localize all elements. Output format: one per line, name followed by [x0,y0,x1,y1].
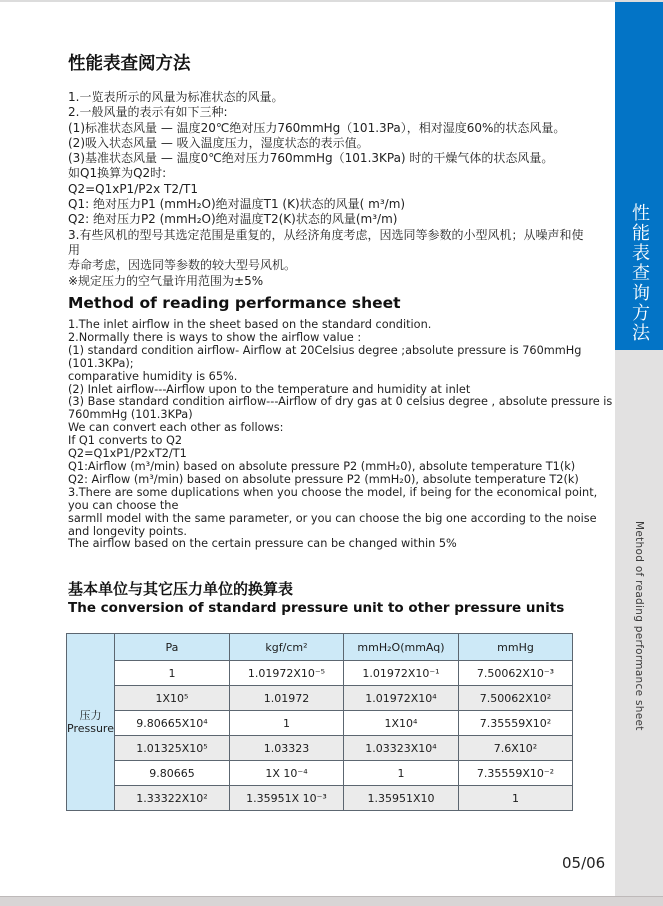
table-cell: 1 [343,761,458,786]
table-cell: 1X 10⁻⁴ [229,761,343,786]
cn-line: 2.一般风量的表示有如下三种: [68,105,228,120]
table-row [67,786,573,811]
en-line: 2.Normally there is ways to show the airflow value : [68,330,362,344]
table-cell: 7.50062X10² [458,686,572,711]
row-label-cn: 压力 [79,709,102,722]
conversion-title-cn: 基本单位与其它压力单位的换算表 [68,580,294,598]
table-row [67,686,573,711]
table-cell: 1.35951X10 [343,786,458,811]
en-line: Q2: Airflow (m³/min) based on absolute pressure P2 (mmH₂0), absolute temperature T2(k) [68,472,579,486]
table-cell: 1.01972X10⁻⁵ [229,661,343,686]
en-section-body [68,319,613,551]
side-index-strip [615,0,663,906]
pressure-conversion-table [66,633,573,811]
table-row [67,736,573,761]
table-cell: 7.35559X10² [458,711,572,736]
cn-line: Q2: 绝对压力P2 (mmH₂O)绝对温度T2(K)状态的风量(m³/m) [68,212,398,227]
en-line: sarmll model with the same parameter, or you can choose the big one according to the noise and longevity points. [68,511,597,538]
en-line: If Q1 converts to Q2 [68,434,183,448]
table-cell: 1.01325X10⁵ [114,736,229,761]
table-cell: 1 [229,711,343,736]
en-section-title: Method of reading performance sheet [68,294,401,312]
cn-section-body [68,90,593,289]
en-line: 3.There are some duplications when you choose the model, if being for the economical point, you can choose the [68,485,598,512]
row-label-en: Pressure [67,722,114,735]
cn-line: (3)基准状态风量 — 温度0℃绝对压力760mmHg（101.3KPa) 时的干燥气体的状态风量。 [68,151,554,166]
en-line: (3) Base standard condition airflow---Airflow of dry gas at 0 celsius degree , absolute pressure is 760mmHg (101.3KPa) [68,395,613,422]
table-cell: 1 [114,661,229,686]
table-row [67,761,573,786]
table-cell: 7.35559X10⁻² [458,761,572,786]
page-bottom-border [0,896,663,906]
column-header-mmhg: mmHg [458,634,572,661]
table-cell: 1.01972X10⁻¹ [343,661,458,686]
table-cell: 1.03323X10⁴ [343,736,458,761]
table-cell: 7.50062X10⁻³ [458,661,572,686]
cn-line: 3.有些风机的型号其选定范围是重复的，从经济角度考虑，因选同等参数的小型风机；从噪声和使用 [68,227,584,257]
column-header-mmh2o: mmH₂O(mmAq) [343,634,458,661]
en-line: We can convert each other as follows: [68,421,284,435]
row-label-pressure [67,634,115,811]
cn-line: ※规定压力的空气量许用范围为±5% [68,273,264,288]
en-line: The airflow based on the certain pressure can be changed within 5% [68,537,457,551]
table-cell: 1.33322X10² [114,786,229,811]
table-cell: 1.03323 [229,736,343,761]
column-header-pa: Pa [114,634,229,661]
cn-line: 1.一览表所示的风量为标准状态的风量。 [68,90,284,104]
table-cell: 1X10⁴ [343,711,458,736]
page-number: 05/06 [562,854,606,872]
table-cell: 1.01972X10⁴ [343,686,458,711]
table-cell: 9.80665X10⁴ [114,711,229,736]
cn-line: 如Q1换算为Q2时: [68,166,167,181]
column-header-kgfcm2: kgf/cm² [229,634,343,661]
en-line: comparative humidity is 65%. [68,369,238,383]
conversion-title-en: The conversion of standard pressure unit to other pressure units [68,600,565,616]
en-line: 1.The inlet airflow in the sheet based on the standard condition. [68,318,432,331]
side-tab-label-cn: 性能表查询方法 [629,203,650,343]
table-cell: 1 [458,786,572,811]
cn-line: Q1: 绝对压力P1 (mmH₂O)绝对温度T1 (K)状态的风量( m³/m) [68,197,406,212]
cn-section-title: 性能表查阅方法 [68,54,191,74]
cn-line: (1)标准状态风量 — 温度20℃绝对压力760mmHg（101.3Pa），相对湿度60%的状态风量。 [68,120,566,135]
table-cell: 1.35951X 10⁻³ [229,786,343,811]
table-row [67,661,573,686]
page-top-border [0,0,663,2]
table-cell: 1.01972 [229,686,343,711]
table-header-row [67,634,573,661]
en-line: Q2=Q1xP1/P2xT2/T1 [68,447,187,461]
cn-line: 寿命考虑，因选同等参数的较大型号风机。 [68,258,297,273]
en-line: (1) standard condition airflow- Airflow at 20Celsius degree ;absolute pressure is 760mmHg (101.3KPa); [68,343,582,370]
table-cell: 7.6X10² [458,736,572,761]
table-row [67,711,573,736]
side-tab-label-en: Method of reading performance sheet [633,521,645,731]
table-cell: 9.80665 [114,761,229,786]
en-line: (2) Inlet airflow---Airflow upon to the temperature and humidity at inlet [68,382,471,396]
cn-line: (2)吸入状态风量 — 吸入温度压力，湿度状态的表示值。 [68,135,369,150]
en-line: Q1:Airflow (m³/min) based on absolute pressure P2 (mmH₂0), absolute temperature T1(k) [68,459,576,473]
cn-line: Q2=Q1xP1/P2x T2/T1 [68,181,198,196]
table-cell: 1X10⁵ [114,686,229,711]
